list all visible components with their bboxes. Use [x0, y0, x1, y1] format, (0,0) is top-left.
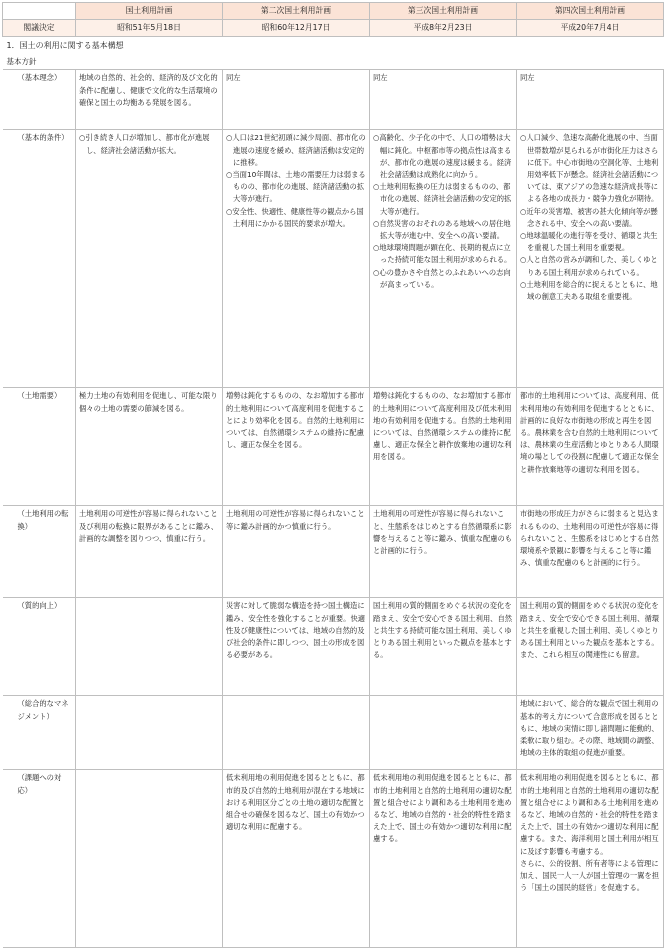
cell-plan-4	[517, 130, 664, 388]
row-gutter	[3, 70, 15, 130]
cell-plan-1: 土地利用の可逆性が容易に得られないこと及び利用の転換に限界があることに鑑み、計画的な調整を図りつつ、慎重に行う。	[76, 506, 223, 598]
cell-plan-4: 同左	[517, 70, 664, 130]
table-row	[3, 130, 664, 388]
cell-plan-1	[76, 770, 223, 948]
row-gutter	[3, 770, 15, 948]
condition-item: ○自然災害のおそれのある地域への居住地拡大等が進む中、安全への高い要請。	[373, 218, 511, 241]
table-row	[3, 506, 664, 598]
decision-label: 閣議決定	[3, 20, 76, 37]
cell-plan-2: 土地利用の可逆性が容易に得られないこと等に鑑み計画的かつ慎重に行う。	[223, 506, 370, 598]
cell-plan-1	[76, 130, 223, 388]
condition-item: ○人と自然の営みが調和した、美しくゆとりある国土利用が求められている。	[520, 255, 658, 277]
date-2: 昭和60年12月17日	[223, 20, 370, 37]
cell-plan-3: 同左	[370, 70, 517, 130]
cell-plan-2	[223, 130, 370, 388]
date-row	[3, 20, 664, 37]
section-row	[3, 37, 664, 56]
condition-item: ○人口は21世紀初頭に減少局面、都市化の進展の速度を緩め、経済諸活動は安定的に推移。	[226, 133, 366, 167]
document-page	[2, 2, 663, 948]
row-gutter	[3, 130, 15, 388]
date-3: 平成8年2月23日	[370, 20, 517, 37]
plan-comparison-table	[2, 2, 664, 948]
condition-item: ○地球温暖化の進行等を受け、循環と共生を重視した国土利用を重要視。	[520, 231, 658, 253]
row-label: （土地需要）	[15, 388, 76, 506]
condition-item: ○心の豊かさや自然とのふれあいへの志向が高まっている。	[373, 267, 511, 289]
cell-plan-3	[370, 130, 517, 388]
cell-plan-2	[223, 696, 370, 770]
plan-header-1: 国土利用計画	[76, 3, 223, 20]
table-row	[3, 696, 664, 770]
cell-plan-4: 国土利用の質的側面をめぐる状況の変化を踏まえ、安全で安心できる国土利用、循環と共生を重視した国土利用、美しくゆとりある国土利用といった観点を基本とする。また、これら相互の関連性にも留意。	[517, 598, 664, 696]
table-body	[3, 70, 664, 948]
row-label: （基本理念）	[15, 70, 76, 130]
cell-plan-4: 都市的土地利用については、高度利用、低未利用地の有効利用を促進するとともに、計画的に良好な市街地の形成と再生を図る。農林業を含む自然的土地利用については、農林業の生産活動とゆとりある人間環境の場としての役割に配慮して適正な保全と耕作放棄地等の適切な利用を図る。	[517, 388, 664, 506]
subsection-row	[3, 55, 664, 70]
table-row	[3, 598, 664, 696]
cell-plan-3	[370, 696, 517, 770]
row-label: （土地利用の転換）	[15, 506, 76, 598]
cell-plan-4: 低未利用地の利用促進を図るとともに、都市的土地利用と自然的土地利用の適切な配置と組合せにより調和ある土地利用を進めるなど、地域の自然的・社会的特性を踏まえた上で、国土の有効かつ適切な利用に配慮する。また、海洋利用と国土利用が相互に及ぼす影響も考慮する。 さらに、公的役割、所有者等による管理に加え、国民一人一人が国土管理の一翼を担う「国土の国民的経営」を促進する。	[517, 770, 664, 948]
condition-item: ○当面10年間は、土地の需要圧力は弱まるものの、都市化の進展、経済諸活動の拡大等が進行。	[226, 170, 366, 204]
table-row	[3, 388, 664, 506]
condition-item: ○人口減少、急速な高齢化進展の中、当面世帯数増が見られるが市街化圧力はさらに低下。中心市街地の空洞化等、土地利用効率低下が懸念。経済社会諸活動については、東アジアの急速な経済成長等による各地の成長力・競争力強化が期待。	[520, 133, 659, 204]
plan-header-2: 第二次国土利用計画	[223, 3, 370, 20]
condition-item: ○土地利用転換の圧力は弱まるものの、都市化の進展、経済社会諸活動の安定的拡大等が進行。	[373, 182, 512, 216]
condition-item: ○安全性、快適性、健康性等の観点から国土利用にかかる国民的要求が増大。	[226, 206, 364, 228]
condition-item: ○高齢化、少子化の中で、人口の増勢は大幅に鈍化。中枢都市等の拠点性は高まるが、都市化の進展の速度は緩まる。経済社会諸活動は成熟化に向かう。	[373, 133, 512, 180]
table-row	[3, 70, 664, 130]
cell-plan-4: 市街地の形成圧力がさらに弱まると見込まれるものの、土地利用の可逆性が容易に得られないこと、生態系をはじめとする自然環境系や景観に影響を与えること等に鑑み、慎重な配慮のもと計画的に行う。	[517, 506, 664, 598]
date-1: 昭和51年5月18日	[76, 20, 223, 37]
cell-plan-1	[76, 696, 223, 770]
condition-item: ○地球環境問題が顕在化、長期的視点に立った持続可能な国土利用が求められる。	[373, 243, 512, 265]
header-row	[3, 3, 664, 20]
row-label: （課題への対応）	[15, 770, 76, 948]
cell-plan-1: 極力土地の有効利用を促進し、可能な限り個々の土地の需要の節減を図る。	[76, 388, 223, 506]
condition-item: ○土地利用を総合的に捉えるとともに、地域の創意工夫ある取組を重要視。	[520, 279, 658, 302]
row-gutter	[3, 598, 15, 696]
plan-header-3: 第三次国土利用計画	[370, 3, 517, 20]
cell-plan-2: 低未利用地の利用促進を図るとともに、都市的及び自然的土地利用が混在する地域における利用区分ごとの土地の適切な配置と組合せの確保を図るなど、国土の有効かつ適切な利用に配慮する。	[223, 770, 370, 948]
cell-plan-1	[76, 598, 223, 696]
row-label: （基本的条件）	[15, 130, 76, 388]
cell-plan-1: 地域の自然的、社会的、経済的及び文化的条件に配慮し、健康で文化的な生活環境の確保と国土の均衡ある発展を図る。	[76, 70, 223, 130]
cell-plan-3: 増勢は鈍化するものの、なお増加する都市的土地利用について高度利用及び低未利用地の有効利用を促進する。自然的土地利用については、自然循環システムの維持に配慮し、適正な保全と耕作放棄地の適切な利用を図る。	[370, 388, 517, 506]
row-label: （総合的なマネジメント）	[15, 696, 76, 770]
subsection-title: 基本方針	[6, 57, 37, 67]
date-4: 平成20年7月4日	[517, 20, 664, 37]
cell-plan-3: 低未利用地の利用促進を図るとともに、都市的土地利用と自然的土地利用の適切な配置と組合せにより調和ある土地利用を進めるなど、地域の自然的・社会的特性を踏まえた上で、国土の有効かつ適切な利用に配慮する。	[370, 770, 517, 948]
row-gutter	[3, 388, 15, 506]
cell-plan-2: 増勢は鈍化するものの、なお増加する都市的土地利用について高度利用を促進することにより効率化を図る。自然的土地利用については、自然循環システムの維持に配慮し、適正な保全を図る。	[223, 388, 370, 506]
row-gutter	[3, 506, 15, 598]
cell-plan-2: 同左	[223, 70, 370, 130]
condition-item: ○近年の災害増、被害の甚大化傾向等が懸念される中、安全への高い要請。	[520, 206, 658, 228]
condition-item: ○引き続き人口が増加し、都市化が進展し、経済社会諸活動が拡大。	[79, 133, 210, 155]
cell-plan-4: 地域において、総合的な観点で国土利用の基本的考え方について合意形成を図るとともに、地域の実情に即し諸問題に能動的、柔軟に取り組む。その際、地域間の調整、地域の主体的取組の促進が重要。	[517, 696, 664, 770]
table-row	[3, 770, 664, 948]
section-title: 1．国土の利用に関する基本構想	[3, 37, 664, 56]
row-gutter	[3, 696, 15, 770]
plan-header-4: 第四次国土利用計画	[517, 3, 664, 20]
cell-plan-3: 国土利用の質的側面をめぐる状況の変化を踏まえ、安全で安心できる国土利用、自然と共生する持続可能な国土利用、美しくゆとりある国土利用といった観点を基本とする。	[370, 598, 517, 696]
cell-plan-3: 土地利用の可逆性が容易に得られないこと、生態系をはじめとする自然循環系に影響を与えること等に鑑み、慎重な配慮のもと計画的に行う。	[370, 506, 517, 598]
row-label: （質的向上）	[15, 598, 76, 696]
cell-plan-2: 災害に対して脆弱な構造を持つ国土構造に鑑み、安全性を強化することが重要。快適性及び健康性については、地域の自然的及び社会的条件に即しつつ、国土の形成を図る必要がある。	[223, 598, 370, 696]
